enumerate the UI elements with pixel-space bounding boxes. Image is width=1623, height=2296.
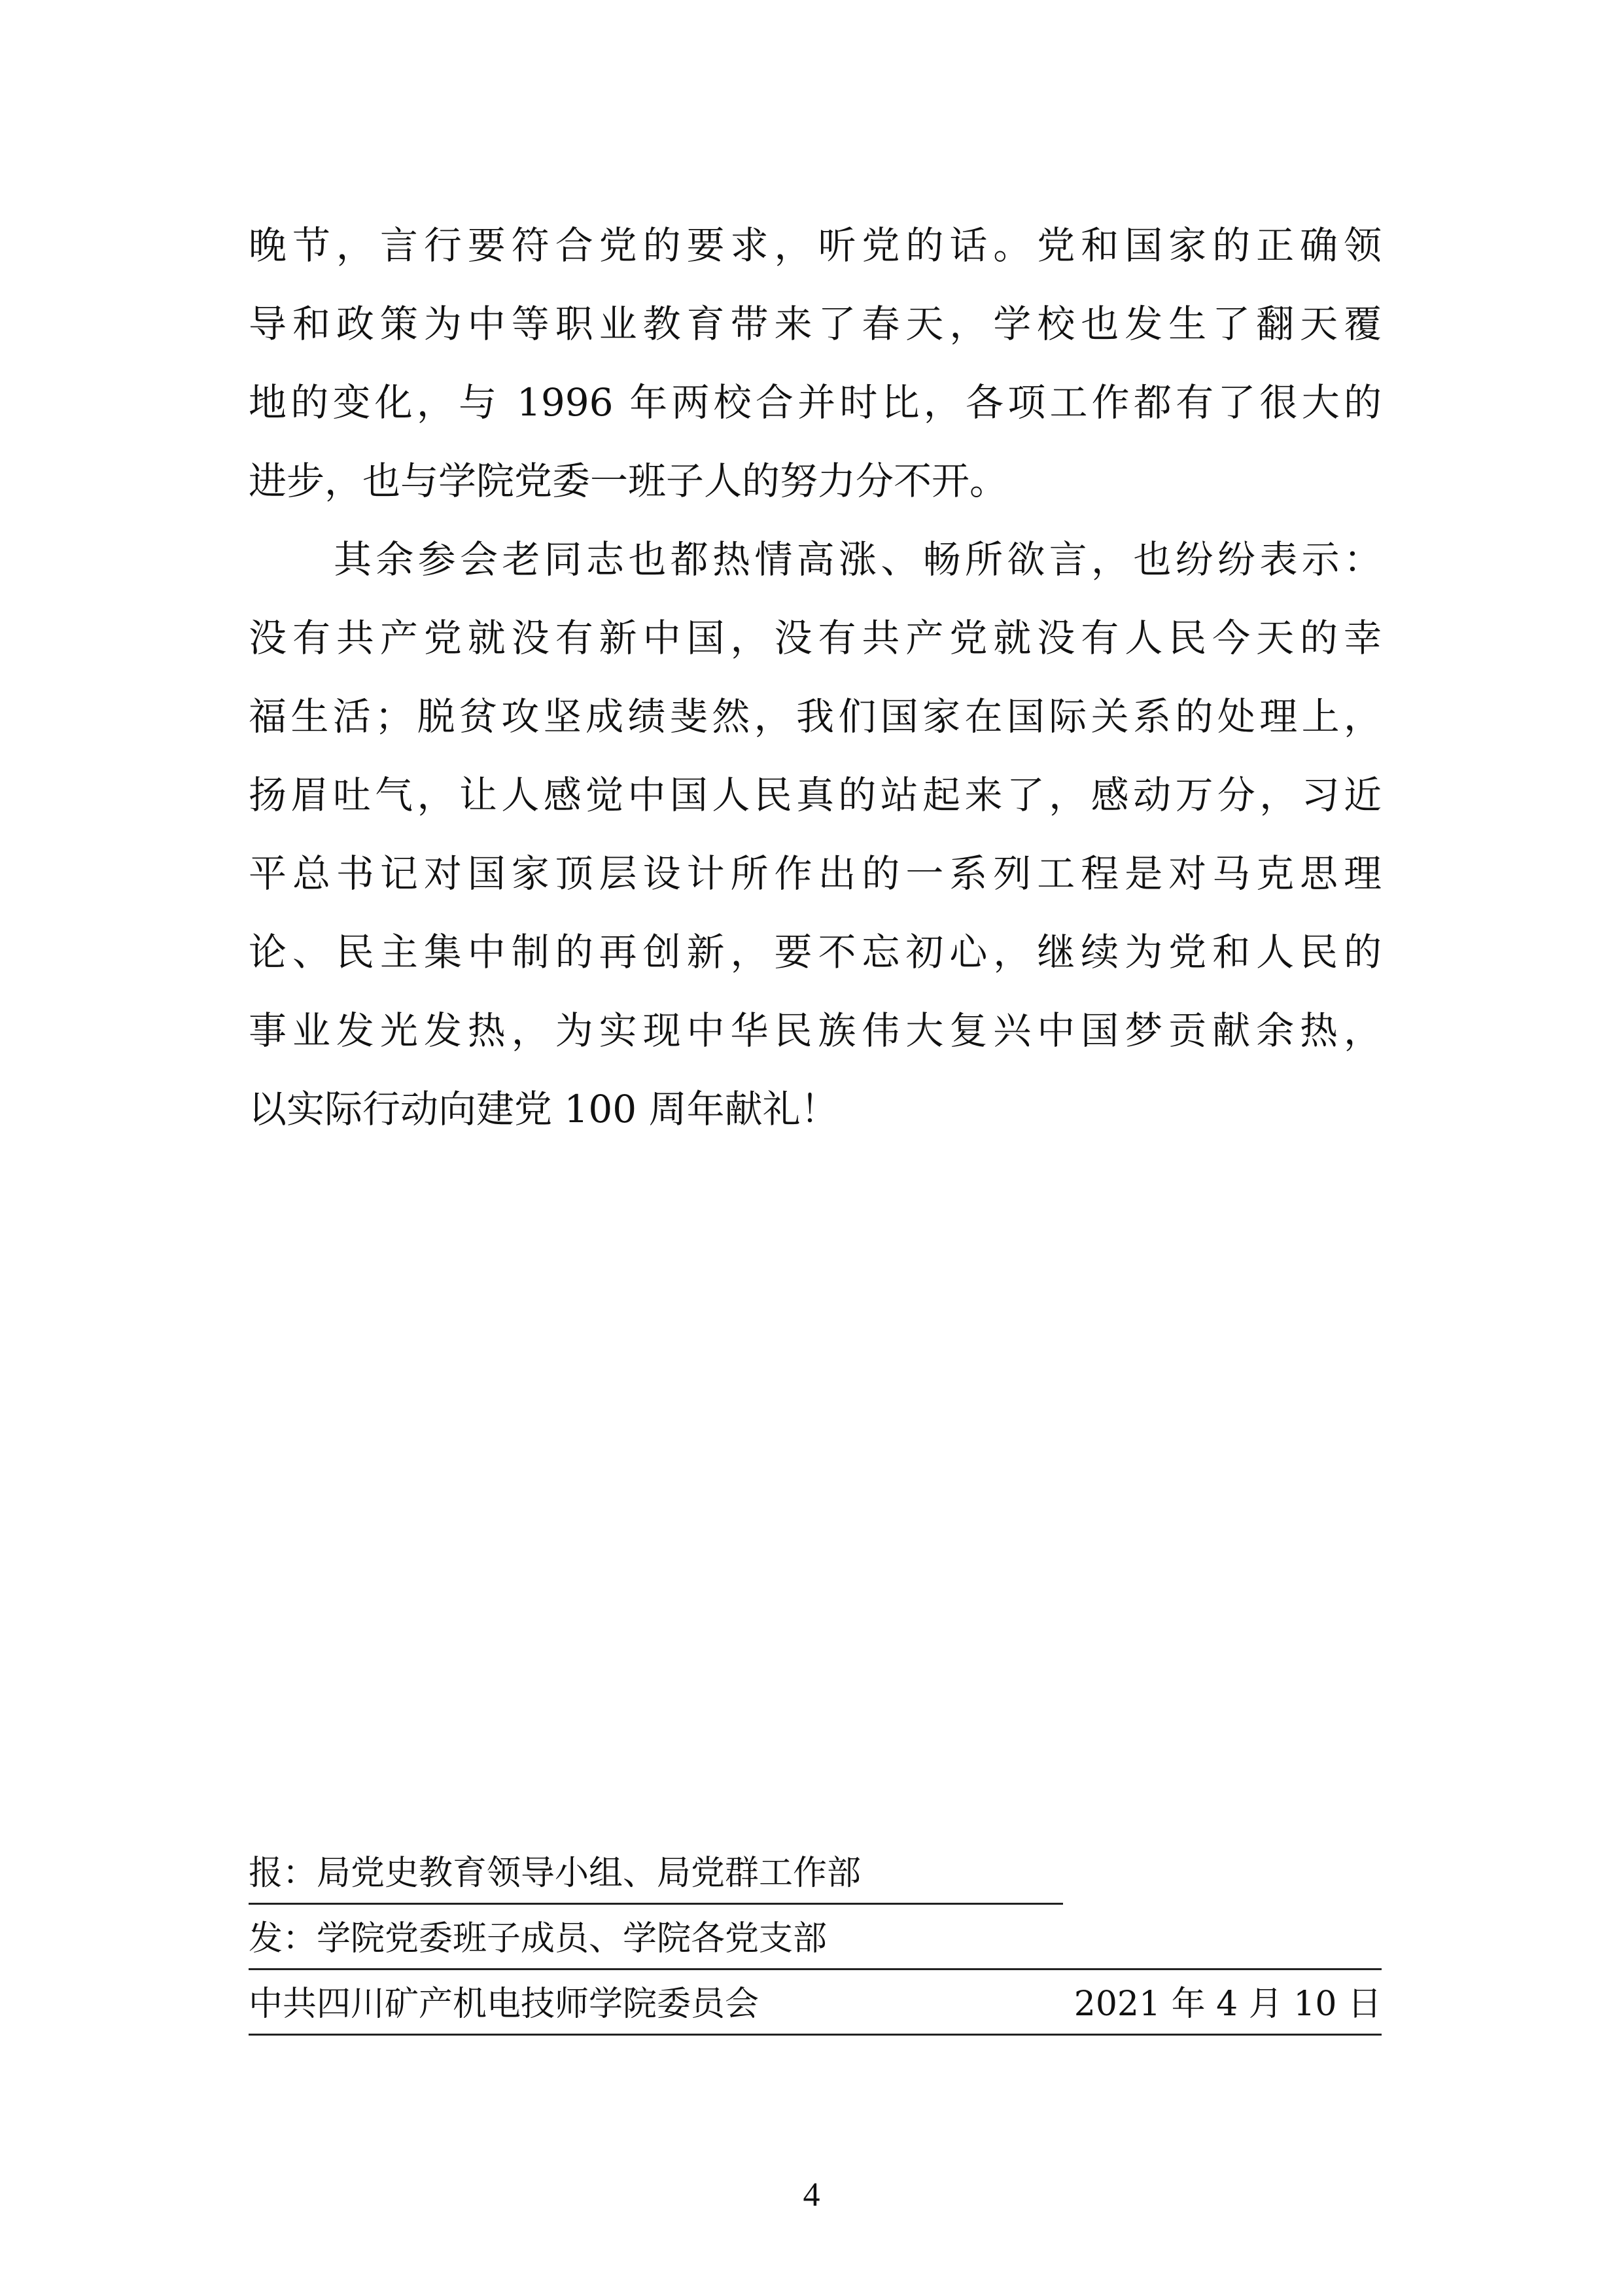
body-line-3: 地的变化，与 1996 年两校合并时比，各项工作都有了很大的 <box>249 380 1382 425</box>
footer-date: 2021 年 4 月 10 日 <box>1073 1985 1382 2024</box>
body-line-5: 其余参会老同志也都热情高涨、畅所欲言，也纷纷表示： <box>334 537 1382 582</box>
body-line-11: 事业发光发热，为实现中华民族伟大复兴中国梦贡献余热， <box>249 1008 1382 1053</box>
footer-send-to-text: 发：学院党委班子成员、学院各党支部 <box>249 1919 828 1958</box>
body-line-7: 福生活；脱贫攻坚成绩斐然，我们国家在国际关系的处理上， <box>249 694 1382 739</box>
body-line-8: 扬眉吐气，让人感觉中国人民真的站起来了，感动万分，习近 <box>249 773 1382 817</box>
footer-send-to <box>249 1909 1382 1970</box>
body-line-1: 晚节，言行要符合党的要求，听党的话。党和国家的正确领 <box>249 223 1382 268</box>
body-line-6: 没有共产党就没有新中国，没有共产党就没有人民今天的幸 <box>249 616 1382 660</box>
footer-issuer-row <box>249 1975 1382 2036</box>
body-line-4: 进步，也与学院党委一班子人的努力分不开。 <box>249 459 1008 503</box>
footer-issuer: 中共四川矿产机电技师学院委员会 <box>249 1985 759 2024</box>
footer-report-to <box>249 1844 1063 1905</box>
body-line-2: 导和政策为中等职业教育带来了春天，学校也发生了翻天覆 <box>249 302 1382 346</box>
page-number: 4 <box>803 2176 820 2214</box>
body-line-10: 论、民主集中制的再创新，要不忘初心，继续为党和人民的 <box>249 930 1382 974</box>
body-line-12: 以实际行动向建党 100 周年献礼！ <box>249 1087 839 1131</box>
body-line-9: 平总书记对国家顶层设计所作出的一系列工程是对马克思理 <box>249 851 1382 896</box>
footer-report-to-text: 报：局党史教育领导小组、局党群工作部 <box>249 1854 862 1893</box>
